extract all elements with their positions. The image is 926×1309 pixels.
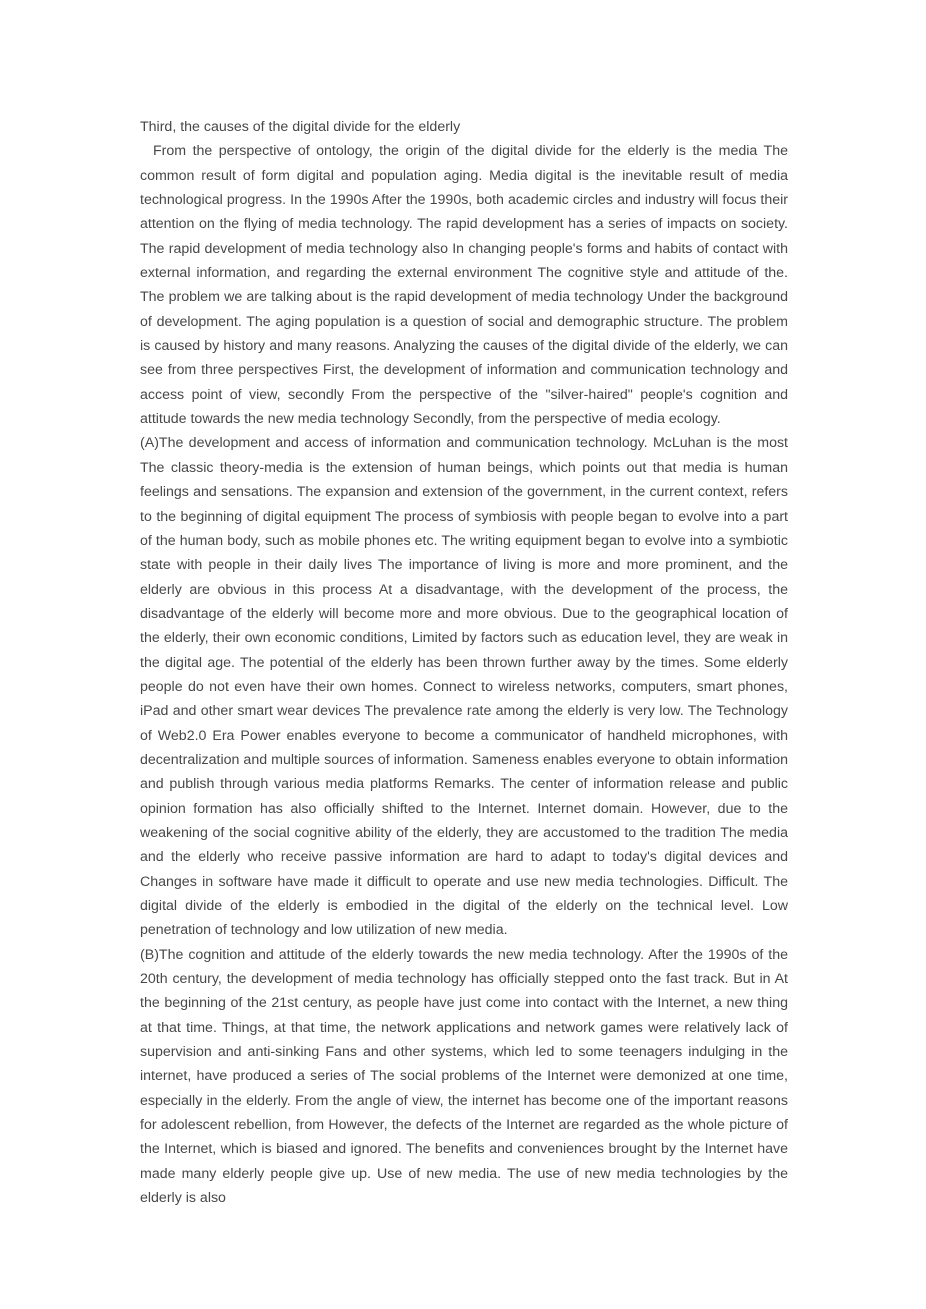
- paragraph-section-b: (B)The cognition and attitude of the elderly towards the new media technology. After the 1990s of the 20th century, the development of media technology has officially stepped onto the fast track. But in At the beginning of the 21st century, as people have just come into contact with the Internet, a new thing at that time. Things, at that time, the network applications and network games were relatively lack of supervision and anti-sinking Fans and other systems, which led to some teenagers indulging in the internet, have produced a series of The social problems of the Internet were demonized at one time, especially in the elderly. From the angle of view, the internet has become one of the important reasons for adolescent rebellion, from However, the defects of the Internet are regarded as the whole picture of the Internet, which is biased and ignored. The benefits and conveniences brought by the Internet have made many elderly people give up. Use of new media. The use of new media technologies by the elderly is also: [140, 946, 788, 1207]
- page-title: Third, the causes of the digital divide for the elderly: [140, 119, 461, 135]
- paragraph-section-a: (A)The development and access of information and communication technology. McLuhan is the most The classic theory-media is the extension of human beings, which points out that media is human feelings and sensations. The expansion and extension of the government, in the current context, refers to the beginning of digital equipment The process of symbiosis with people began to evolve into a part of the human body, such as mobile phones etc. The writing equipment began to evolve into a symbiotic state with people in their daily lives The importance of living is more and more prominent, and the elderly are obvious in this process At a disadvantage, with the development of the process, the disadvantage of the elderly will become more and more obvious. Due to the geographical location of the elderly, their own economic conditions, Limited by factors such as education level, they are weak in the digital age. The potential of the elderly has been thrown further away by the times. Some elderly people do not even have their own homes. Connect to wireless networks, computers, smart phones, iPad and other smart wear devices The prevalence rate among the elderly is very low. The Technology of Web2.0 Era Power enables everyone to become a communicator of handheld microphones, with decentralization and multiple sources of information. Sameness enables everyone to obtain information and publish through various media platforms Remarks. The center of information release and public opinion formation has also officially shifted to the Internet. Internet domain. However, due to the weakening of the social cognitive ability of the elderly, they are accustomed to the tradition The media and the elderly who receive passive information are hard to adapt to today's digital devices and Changes in software have made it difficult to operate and use new media technologies. Difficult. The digital divide of the elderly is embodied in the digital of the elderly on the technical level. Low penetration of technology and low utilization of new media.: [140, 435, 788, 939]
- paragraph-intro: From the perspective of ontology, the origin of the digital divide for the elderly is the media The common result of form digital and population aging. Media digital is the inevitable result of media technological progress. In the 1990s After the 1990s, both academic circles and industry will focus their attention on the flying of media technology. The rapid development has a series of impacts on society. The rapid development of media technology also In changing people's forms and habits of contact with external information, and regarding the external environment The cognitive style and attitude of the. The problem we are talking about is the rapid development of media technology Under the background of development. The aging population is a question of social and demographic structure. The problem is caused by history and many reasons. Analyzing the causes of the digital divide of the elderly, we can see from three perspectives First, the development of information and communication technology and access point of view, secondly From the perspective of the "silver-haired" people's cognition and attitude towards the new media technology Secondly, from the perspective of media ecology.: [140, 143, 788, 428]
- document-text-block: [140, 115, 788, 1210]
